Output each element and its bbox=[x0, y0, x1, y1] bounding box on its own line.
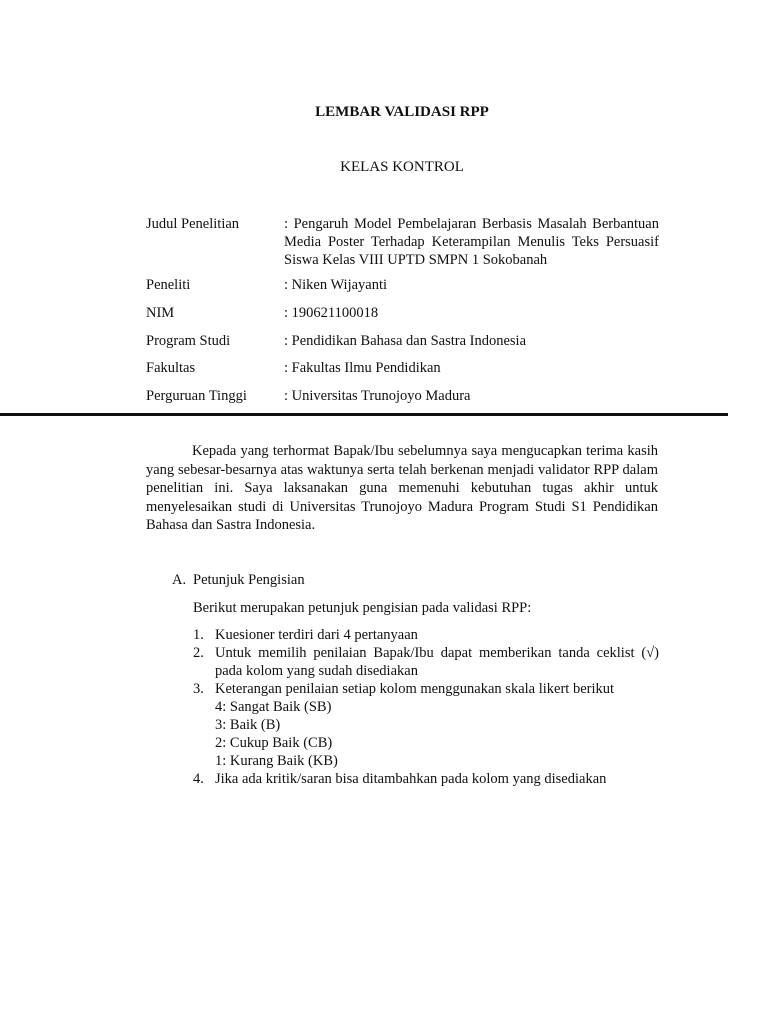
section-letter: A. bbox=[172, 572, 187, 588]
document-subtitle: KELAS KONTROL bbox=[340, 159, 464, 175]
list-item bbox=[193, 644, 659, 680]
intro-paragraph bbox=[146, 442, 658, 535]
info-row-nim bbox=[146, 304, 659, 322]
scale-item: 3: Baik (B) bbox=[215, 717, 281, 733]
info-label: Perguruan Tinggi bbox=[146, 388, 247, 404]
info-label: Peneliti bbox=[146, 277, 191, 293]
info-value: : Fakultas Ilmu Pendidikan bbox=[284, 360, 441, 376]
info-row-peneliti bbox=[146, 276, 659, 294]
list-number: 2. bbox=[193, 645, 204, 661]
info-row-perguruan-tinggi bbox=[146, 387, 659, 405]
info-label: Fakultas bbox=[146, 360, 196, 376]
list-number: 3. bbox=[193, 681, 204, 697]
list-text: Untuk memilih penilaian Bapak/Ibu dapat memberikan tanda ceklist (√) pada kolom yang sudah disediakan bbox=[215, 645, 659, 679]
document-title: LEMBAR VALIDASI RPP bbox=[315, 104, 489, 120]
list-number: 1. bbox=[193, 627, 204, 643]
info-label: NIM bbox=[146, 305, 175, 321]
info-row-fakultas bbox=[146, 359, 659, 377]
scale-item: 1: Kurang Baik (KB) bbox=[215, 753, 338, 769]
list-item bbox=[193, 626, 659, 644]
info-value: : Pendidikan Bahasa dan Sastra Indonesia bbox=[284, 333, 527, 349]
info-value: : 190621100018 bbox=[284, 305, 379, 321]
instructions-lead: Berikut merupakan petunjuk pengisian pada validasi RPP: bbox=[193, 600, 532, 616]
info-label: Program Studi bbox=[146, 333, 231, 349]
likert-scale-list bbox=[193, 698, 659, 770]
list-number: 4. bbox=[193, 771, 204, 787]
list-item bbox=[193, 770, 659, 788]
info-row-program-studi bbox=[146, 332, 659, 350]
intro-text: Kepada yang terhormat Bapak/Ibu sebelumnya saya mengucapkan terima kasih yang sebesar-besarnya atas waktunya serta telah berkenan menjadi validator RPP dalam penelitian ini. Saya laksanakan guna memenuhi kebutuhan tugas akhir untuk menyelesaikan studi di Universitas Trunojoyo Madura Program Studi S1 Pendidikan Bahasa dan Sastra Indonesia. bbox=[146, 443, 658, 533]
section-title: Petunjuk Pengisian bbox=[193, 572, 305, 588]
info-value: : Universitas Trunojoyo Madura bbox=[284, 388, 471, 404]
info-row-judul bbox=[146, 215, 659, 269]
info-value: : Pengaruh Model Pembelajaran Berbasis Masalah Berbantuan Media Poster Terhadap Keterampilan Menulis Teks Persuasif Siswa Kelas VIII UPTD SMPN 1 Sokobanah bbox=[284, 216, 659, 268]
list-text: Keterangan penilaian setiap kolom menggunakan skala likert berikut bbox=[215, 681, 615, 697]
header-divider bbox=[0, 413, 728, 416]
list-text: Jika ada kritik/saran bisa ditambahkan pada kolom yang disediakan bbox=[215, 771, 607, 787]
info-value: : Niken Wijayanti bbox=[284, 277, 388, 293]
scale-item: 2: Cukup Baik (CB) bbox=[215, 735, 333, 751]
info-label: Judul Penelitian bbox=[146, 216, 240, 232]
instructions-list bbox=[193, 626, 659, 788]
list-text: Kuesioner terdiri dari 4 pertanyaan bbox=[215, 627, 418, 643]
list-item bbox=[193, 680, 659, 698]
scale-item: 4: Sangat Baik (SB) bbox=[215, 699, 332, 715]
